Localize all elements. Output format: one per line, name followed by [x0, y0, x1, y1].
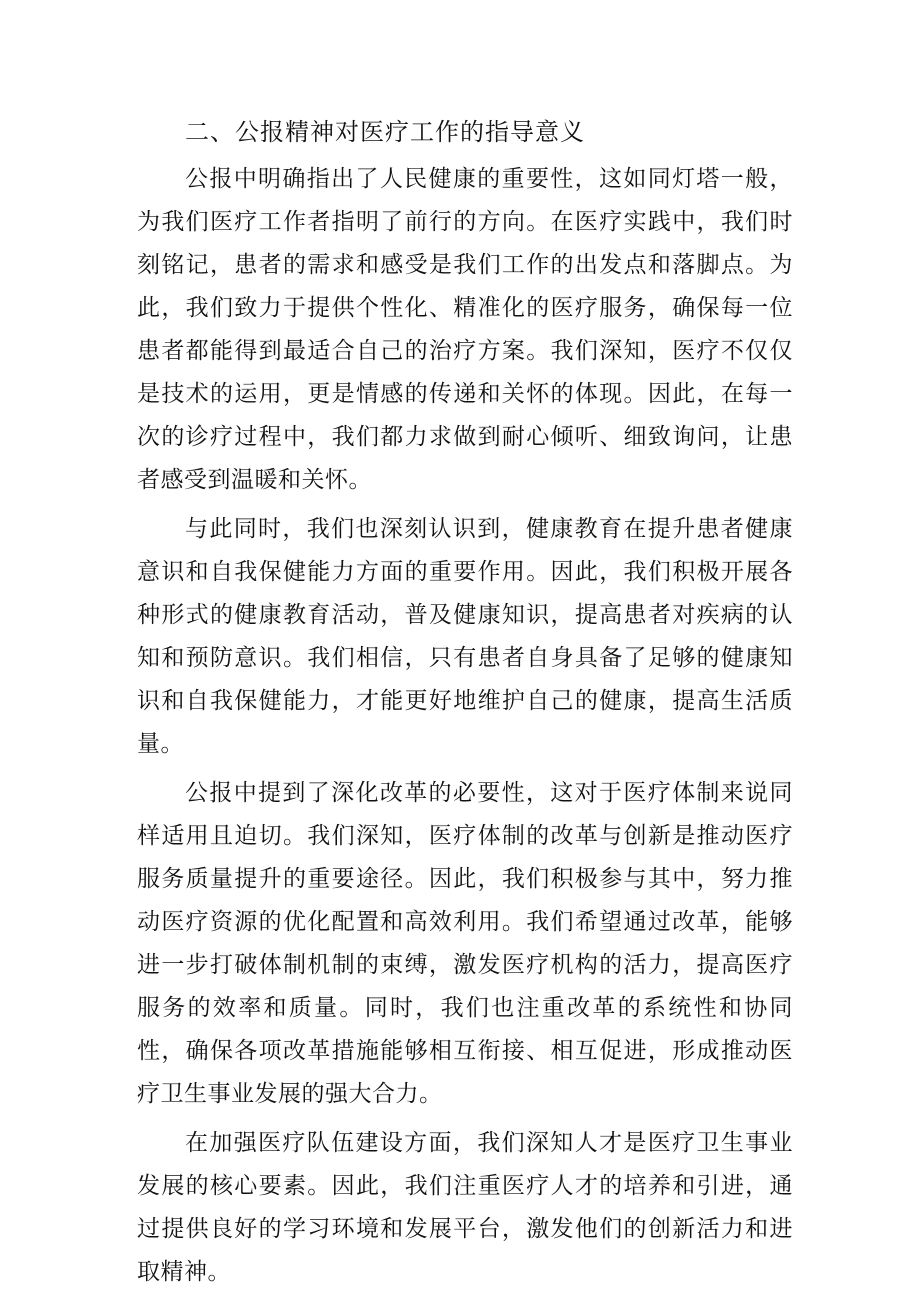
document-page [137, 110, 793, 1300]
paragraph-4: 在加强医疗队伍建设方面，我们深知人才是医疗卫生事业发展的核心要素。因此，我们注重医疗人才的培养和引进，通过提供良好的学习环境和发展平台，激发他们的创新活力和进取精神。 [137, 1130, 793, 1285]
paragraph-2: 与此同时，我们也深刻认识到，健康教育在提升患者健康意识和自我保健能力方面的重要作用。因此，我们积极开展各种形式的健康教育活动，普及健康知识，提高患者对疾病的认知和预防意识。我们相信，只有患者自身具备了足够的健康知识和自我保健能力，才能更好地维护自己的健康，提高生活质量。 [137, 516, 793, 757]
paragraph-3: 公报中提到了深化改革的必要性，这对于医疗体制来说同样适用且迫切。我们深知，医疗体制的改革与创新是推动医疗服务质量提升的重要途径。因此，我们积极参与其中，努力推动医疗资源的优化配置和高效利用。我们希望通过改革，能够进一步打破体制机制的束缚，激发医疗机构的活力，提高医疗服务的效率和质量。同时，我们也注重改革的系统性和协同性，确保各项改革措施能够相互衔接、相互促进，形成推动医疗卫生事业发展的强大合力。 [137, 780, 793, 1107]
paragraph-1: 公报中明确指出了人民健康的重要性，这如同灯塔一般，为我们医疗工作者指明了前行的方向。在医疗实践中，我们时刻铭记，患者的需求和感受是我们工作的出发点和落脚点。为此，我们致力于提供个性化、精准化的医疗服务，确保每一位患者都能得到最适合自己的治疗方案。我们深知，医疗不仅仅是技术的运用，更是情感的传递和关怀的体现。因此，在每一次的诊疗过程中，我们都力求做到耐心倾听、细致询问，让患者感受到温暖和关怀。 [137, 166, 793, 493]
section-heading: 二、公报精神对医疗工作的指导意义 [185, 118, 585, 146]
